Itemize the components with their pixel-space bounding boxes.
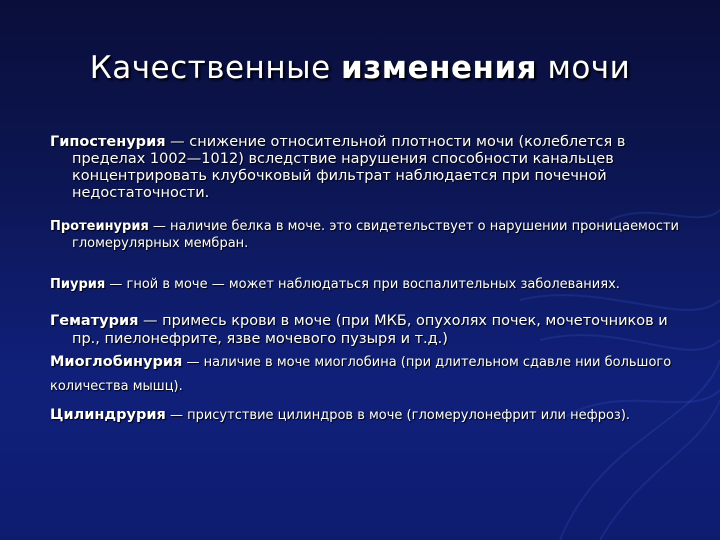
title-bold-word: изменения	[341, 50, 538, 86]
term: Гипостенурия	[50, 134, 166, 150]
list-item-hematuria	[50, 312, 690, 348]
list-item-cylindruria	[50, 401, 690, 430]
term: Цилиндрурия	[50, 407, 166, 423]
list-item-proteinuria	[50, 218, 690, 252]
term: Протеинурия	[50, 219, 149, 234]
definition: — гной в моче — может наблюдаться при воспалительных заболеваниях.	[105, 277, 620, 292]
list-item-myoglobinuria	[50, 350, 690, 399]
definition: — присутствие цилиндров в моче (гломерулонефрит или нефроз).	[165, 408, 631, 423]
definition: — примесь крови в моче (при МКБ, опухолях почек, мочеточников и пр., пиелонефрите, язве мочевого пузыря и т.д.)	[72, 313, 668, 347]
title-part2: мочи	[537, 50, 631, 86]
content-list	[50, 134, 690, 430]
term: Пиурия	[50, 277, 106, 292]
definition: — наличие белка в моче. это свидетельствует о нарушении проницаемости гломерулярных мембран.	[72, 219, 679, 251]
title-part1: Качественные	[89, 50, 341, 86]
list-item-hyposthenuria	[50, 134, 690, 202]
definition: — наличие в моче миоглобина (при длительном сдавле нии большого количества мышц).	[50, 355, 672, 394]
term: Гематурия	[50, 313, 139, 329]
page-title	[0, 50, 720, 86]
term: Миоглобинурия	[50, 354, 183, 370]
list-item-pyuria	[50, 276, 690, 293]
definition: — снижение относительной плотности мочи (колеблется в пределах 1002—1012) вследствие нарушения способности канальцев концентрировать клубочковый фильтрат наблюдается при почечной недостаточности.	[72, 134, 626, 201]
